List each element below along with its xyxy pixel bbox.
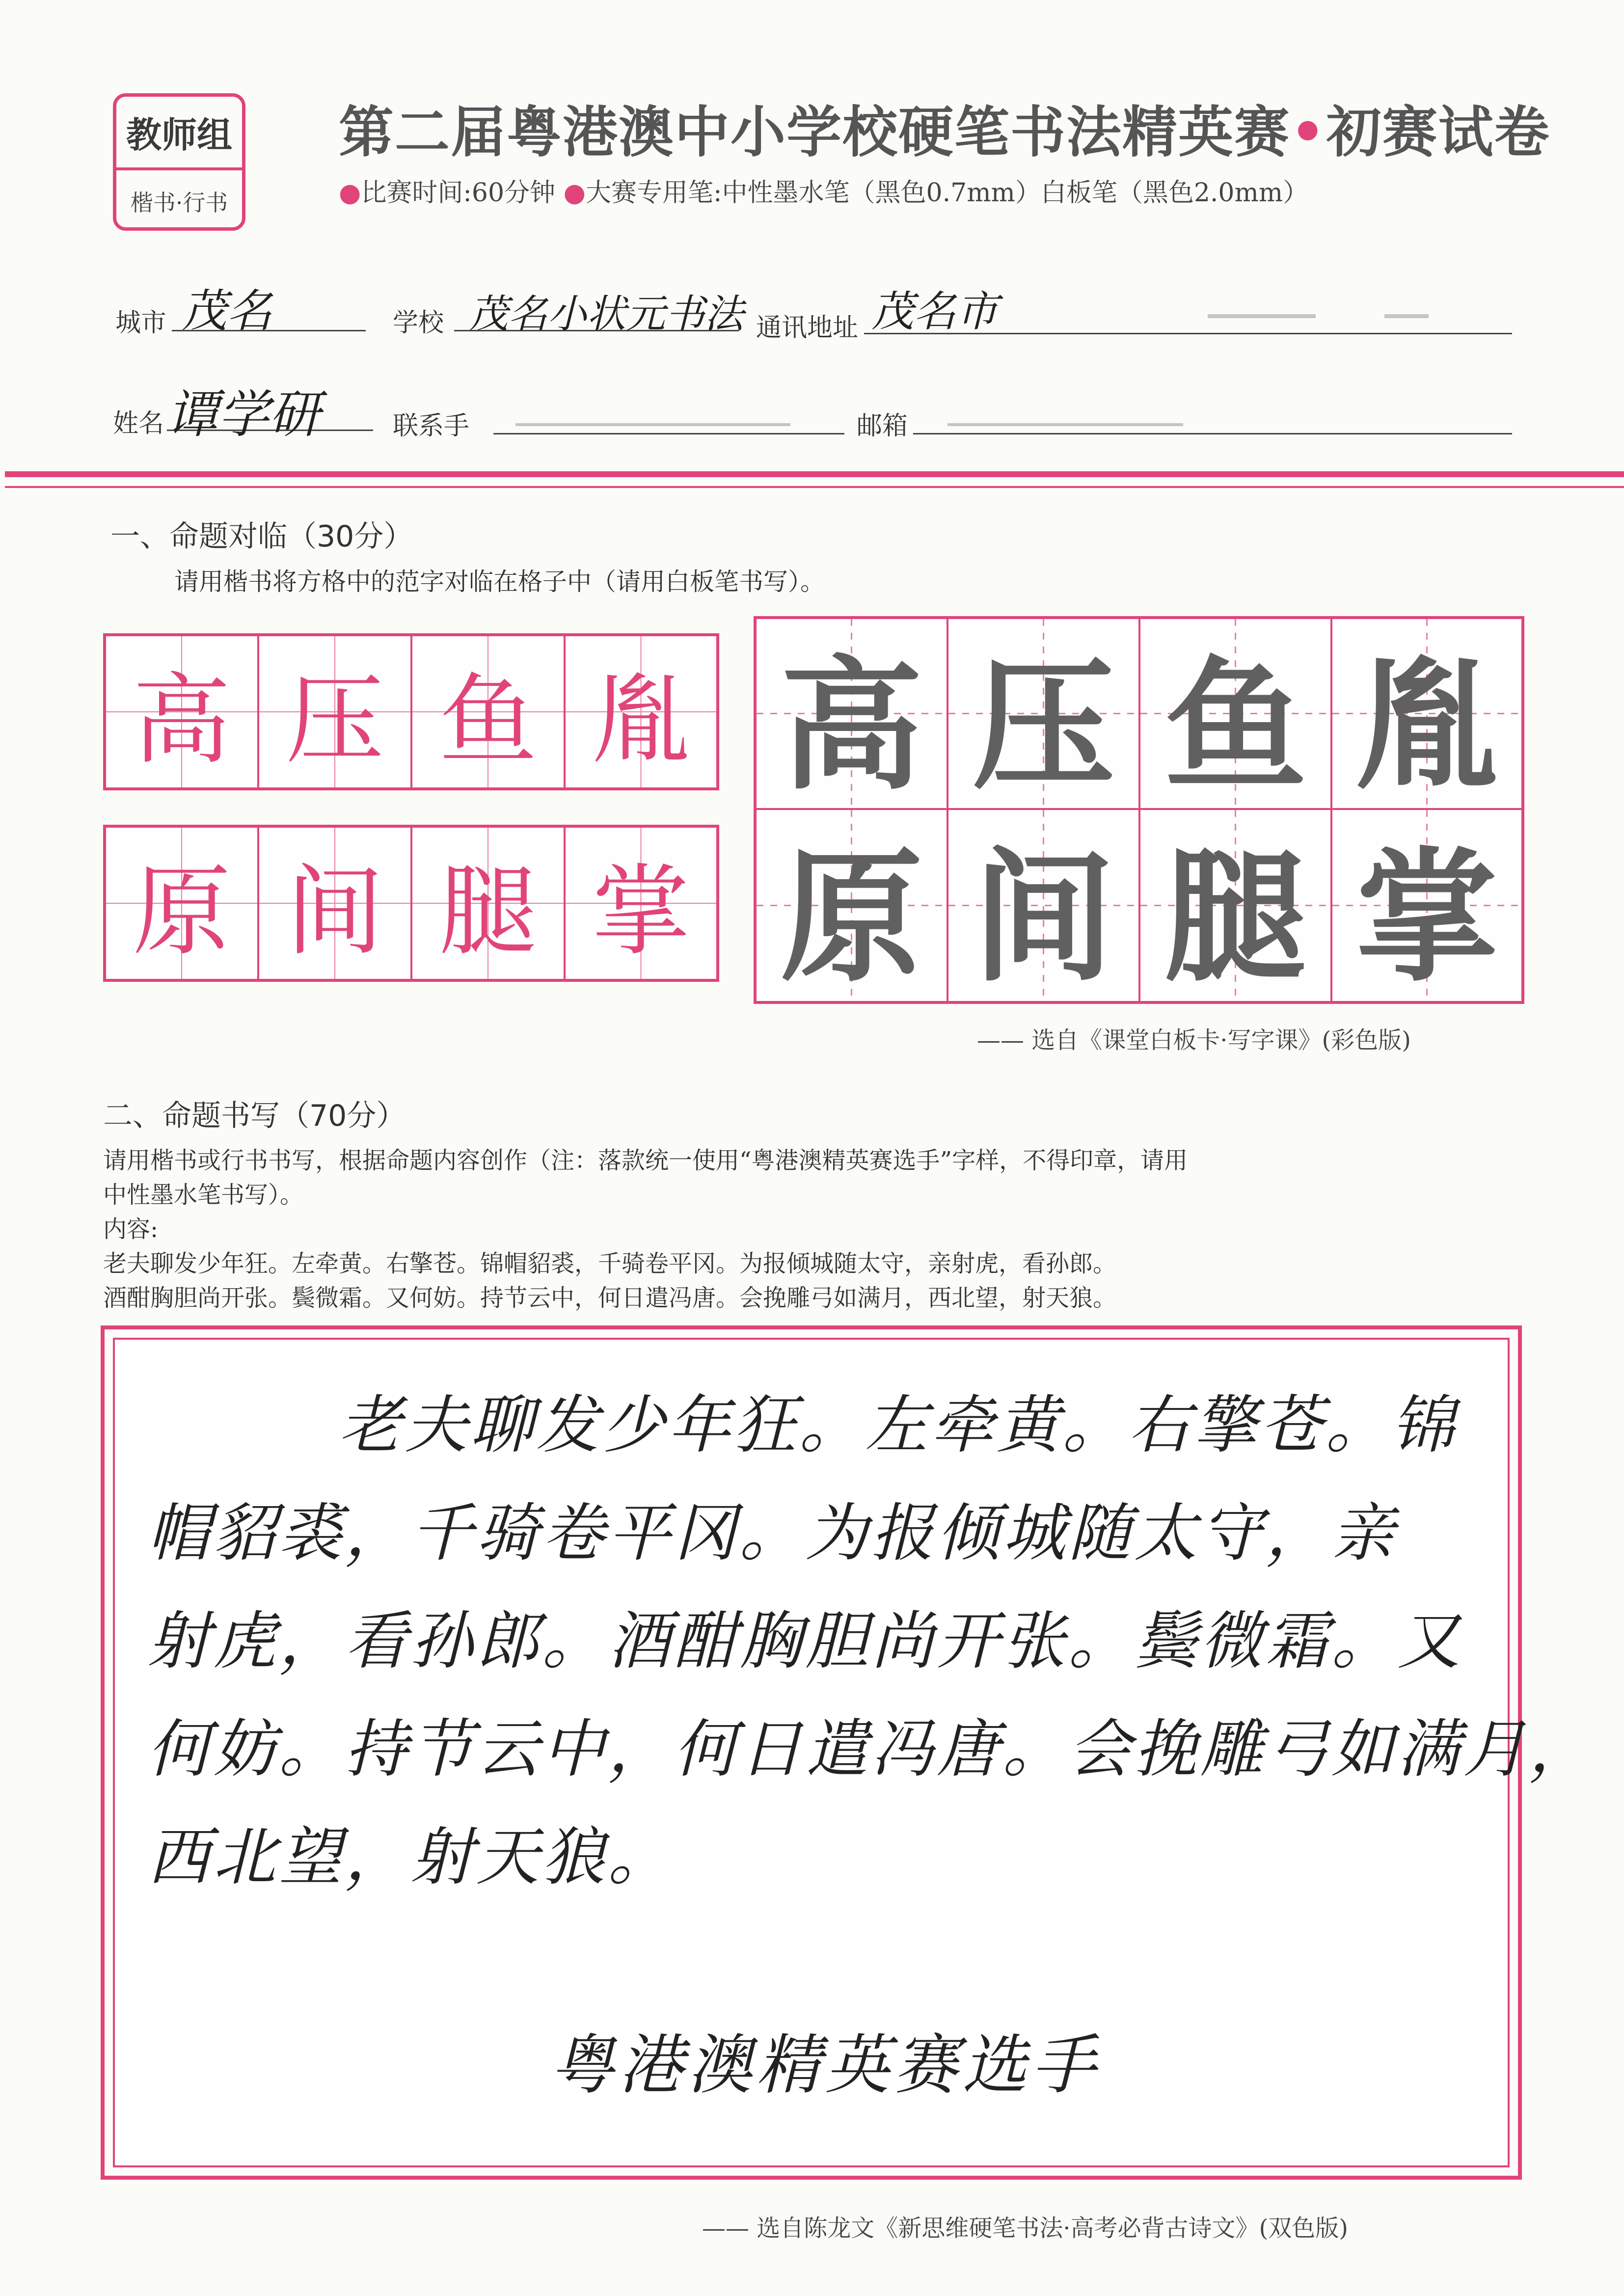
exam-time: 比赛时间:60分钟: [361, 178, 556, 208]
written-glyph: 掌: [1355, 836, 1498, 1001]
title-main: 第二届粤港澳中小学校硬笔书法精英赛: [339, 101, 1290, 164]
writing-cell[interactable]: [1140, 810, 1332, 1001]
model-grid-row1: [103, 633, 719, 790]
school-field[interactable]: 茂名小状元书法: [469, 291, 744, 337]
address-field[interactable]: 茂名市: [871, 287, 998, 336]
header-separator: [5, 471, 1624, 477]
title-tail: 初赛试卷: [1326, 101, 1550, 164]
section1-title: 一、命题对临（30分）: [110, 519, 413, 554]
content-label: 内容:: [103, 1216, 159, 1243]
group-badge: [113, 93, 245, 231]
model-cell: [106, 636, 259, 787]
section2-source: —— 选自陈龙文《新思维硬笔书法·高考必背古诗文》(双色版): [702, 2215, 1348, 2242]
written-glyph: 鱼: [1164, 644, 1307, 809]
address-label: 通讯地址: [756, 313, 859, 343]
email-field[interactable]: [913, 433, 1512, 434]
model-glyph: 压: [285, 663, 384, 778]
written-glyph: 高: [780, 644, 923, 809]
name-field[interactable]: 谭学研: [167, 384, 321, 444]
content-line-2: 酒酣胸胆尚开张。鬓微霜。又何妨。持节云中，何日遣冯唐。会挽雕弓如满月，西北望，射天狼。: [103, 1284, 1117, 1312]
redaction-mark: [515, 423, 790, 426]
handwriting-line: 帽貂裘，千骑卷平冈。为报倾城随太守，亲: [147, 1497, 1398, 1570]
writing-cell[interactable]: [948, 810, 1140, 1001]
model-cell: [106, 828, 259, 979]
handwriting-line: 老夫聊发少年狂。左牵黄。右擎苍。锦: [339, 1389, 1458, 1462]
model-glyph: 原: [132, 854, 231, 969]
written-glyph: 原: [780, 836, 923, 1001]
section2-instruction-1: 请用楷书或行书书写，根据命题内容创作（注：落款统一使用“粤港澳精英赛选手”字样，不得印章，请用: [103, 1147, 1188, 1174]
content-line-1: 老夫聊发少年狂。左牵黄。右擎苍。锦帽貂裘，千骑卷平冈。为报倾城随太守，亲射虎，看孙郎。: [103, 1250, 1117, 1277]
signature: 粤港澳精英赛选手: [550, 2027, 1100, 2103]
model-cell: [566, 636, 716, 787]
bullet-dot-icon: ●: [339, 178, 361, 208]
school-label: 学校: [393, 308, 444, 338]
writing-cell[interactable]: [757, 810, 948, 1001]
writing-cell[interactable]: [1332, 619, 1521, 810]
model-cell: [412, 636, 566, 787]
section1-source: —— 选自《课堂白板卡·写字课》(彩色版): [977, 1026, 1411, 1054]
writing-cell[interactable]: [1140, 619, 1332, 810]
model-cell: [566, 828, 716, 979]
written-glyph: 压: [972, 644, 1115, 809]
section2-title: 二、命题书写（70分）: [103, 1099, 406, 1133]
title-dot: •: [1290, 101, 1326, 164]
writing-grid[interactable]: [754, 616, 1524, 1004]
model-glyph: 胤: [592, 663, 690, 778]
model-cell: [412, 828, 566, 979]
model-glyph: 掌: [592, 854, 690, 969]
redaction-mark: [947, 423, 1183, 426]
handwriting-line: 射虎，看孙郎。酒酣胸胆尚开张。鬓微霜。又: [147, 1605, 1463, 1678]
section2-instruction-2: 中性墨水笔书写）。: [103, 1181, 304, 1209]
written-glyph: 腿: [1164, 836, 1307, 1001]
writing-cell[interactable]: [948, 619, 1140, 810]
badge-scripts-label: 楷书·行书: [130, 189, 228, 216]
name-label: 姓名: [113, 409, 164, 438]
model-glyph: 鱼: [438, 663, 537, 778]
writing-cell[interactable]: [757, 619, 948, 810]
exam-pens: 大赛专用笔:中性墨水笔（黑色0.7mm）白板笔（黑色2.0mm）: [585, 178, 1309, 208]
model-glyph: 间: [285, 854, 384, 969]
bullet-dot-icon: ●: [563, 178, 586, 208]
model-glyph: 高: [132, 663, 231, 778]
badge-group-label: 教师组: [116, 97, 242, 170]
redaction-mark: [1384, 314, 1429, 318]
section1-instruction: 请用楷书将方格中的范字对临在格子中（请用白板笔书写）。: [174, 567, 825, 596]
written-glyph: 间: [972, 836, 1115, 1001]
phone-field[interactable]: [493, 433, 844, 434]
header-separator-thin: [5, 486, 1624, 488]
model-glyph: 腿: [438, 854, 537, 969]
writing-cell[interactable]: [1332, 810, 1521, 1001]
model-cell: [259, 828, 412, 979]
city-label: 城市: [115, 308, 167, 338]
exam-info: [339, 172, 1308, 209]
written-glyph: 胤: [1355, 644, 1498, 809]
handwriting-line: 何妨。持节云中，何日遣冯唐。会挽雕弓如满月，: [147, 1713, 1595, 1786]
city-field[interactable]: 茂名: [182, 285, 272, 337]
model-cell: [259, 636, 412, 787]
email-label: 邮箱: [857, 411, 908, 441]
phone-label: 联系手: [393, 411, 470, 441]
model-grid-row2: [103, 825, 719, 982]
redaction-mark: [1208, 314, 1316, 318]
handwriting-line: 西北望，射天狼。: [147, 1821, 674, 1894]
page-title: [339, 88, 1550, 167]
